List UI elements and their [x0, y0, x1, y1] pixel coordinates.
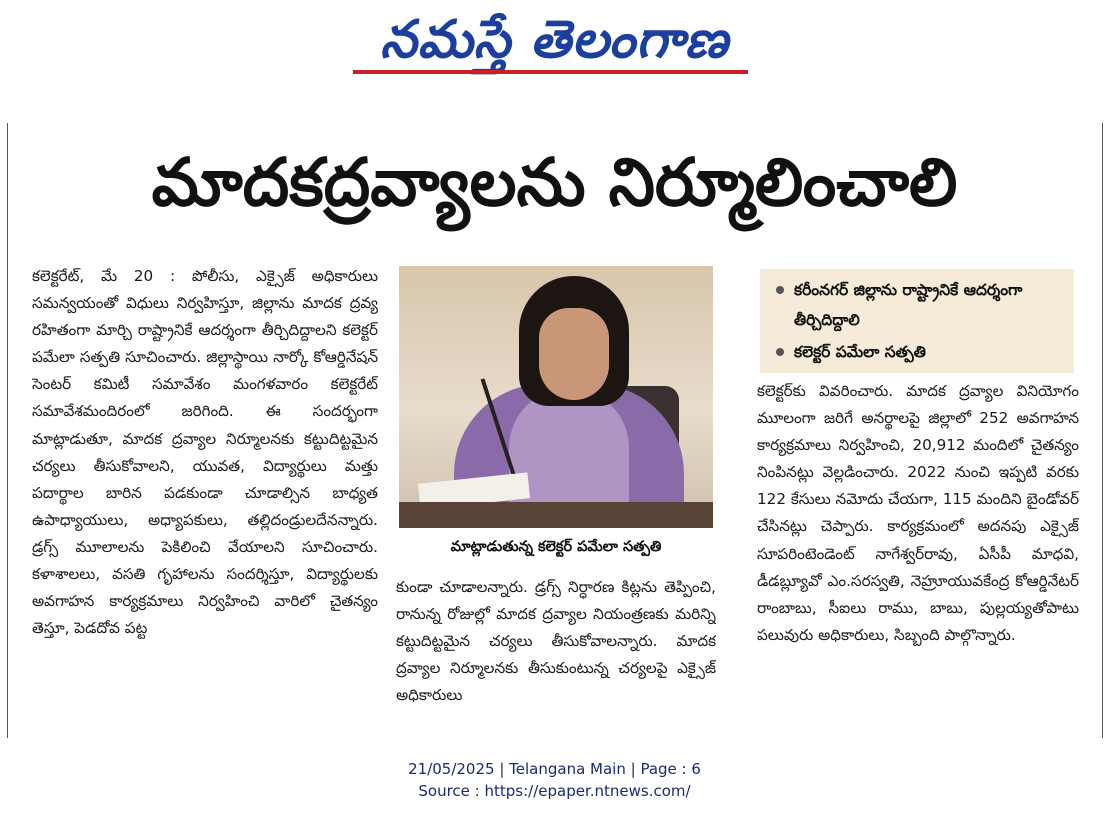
- highlight-text: కలెక్టర్ పమేలా సత్పతి: [794, 343, 926, 361]
- masthead-logo: నమస్తే తెలంగాణ: [380, 9, 729, 70]
- footer-source-link[interactable]: Source : https://epaper.ntnews.com/: [418, 782, 691, 800]
- highlight-text: కరీంనగర్ జిల్లాను రాష్ట్రానికే ఆదర్శంగా తీర్చిదిద్దాలి: [794, 281, 1023, 329]
- highlights-box: [760, 269, 1074, 373]
- bullet-icon: [776, 286, 784, 294]
- highlight-item: [768, 337, 1068, 367]
- article-column-1: కలెక్టరేట్, మే 20 : పోలీసు, ఎక్సైజ్ అధికారులు సమన్వయంతో విధులు నిర్వహిస్తూ, జిల్లాను మాదక ద్రవ్య రహితంగా మార్చి రాష్ట్రానికే ఆదర్శంగా తీర్చిదిద్దాలని కలెక్టర్ పమేలా సత్పతి సూచించారు. జిల్లాస్థాయి నార్కో కోఆర్డినేషన్ సెంటర్ కమిటీ సమావేశం మంగళవారం కలెక్టరేట్ సమావేశమందిరంలో జరిగింది. ఈ సందర్భంగా మాట్లాడుతూ, మాదక ద్రవ్యాల నిర్మూలనకు కట్టుదిట్టమైన చర్యలు తీసుకోవాలని, యువత, విద్యార్థులు మత్తు పదార్థాల బారిన పడకుండా చూడాల్సిన బాధ్యత ఉపాధ్యాయులు, అధ్యాపకులు, తల్లిదండ్రులదేనన్నారు. డ్రగ్స్ మూలాలను పెకిలించి వేయాలని సూచించారు. కళాశాలలు, వసతి గృహాలను సందర్శిస్తూ, విద్యార్థులకు అవగాహన కార్యక్రమాలు నిర్వహించి వారిలో చైతన్యం తెస్తూ, పెడదోవ పట్ట: [32, 267, 378, 638]
- collector-photo: [399, 266, 713, 528]
- masthead: [0, 4, 1109, 80]
- article-column-3: కలెక్టర్‌కు వివరించారు. మాదక ద్రవ్యాల వినియోగం మూలంగా జరిగే అనర్థాలపై జిల్లాలో 252 అవగాహన కార్యక్రమాలు నిర్వహించి, 20,912 మందిలో చైతన్యం నింపినట్లు వెల్లడించారు. 2022 నుంచి ఇప్పటి వరకు 122 కేసులు నమోదు చేయగా, 115 మందిని బైండోవర్ చేసినట్లు చెప్పారు. కార్యక్రమంలో అదనపు ఎక్సైజ్ సూపరింటెండెంట్ నాగేశ్వర్‌రావు, ఏసీపీ మాధవి, డీడబ్ల్యూవో ఎం.సరస్వతి, నెహ్రూయువకేంద్ర కోఆర్డినేటర్ రాంబాబు, సీఐలు రాము, బాబు, పుల్లయ్యతోపాటు పలువురు అధికారులు, సిబ్బంది పాల్గొన్నారు.: [757, 382, 1079, 644]
- photo-person-face: [539, 308, 609, 400]
- photo-desk: [399, 502, 713, 528]
- photo-caption: మాట్లాడుతున్న కలెక్టర్ పమేలా సత్పతి: [450, 539, 662, 555]
- footer-edition-info: 21/05/2025 | Telangana Main | Page : 6: [408, 760, 701, 778]
- masthead-underline: [353, 70, 748, 74]
- bullet-icon: [776, 348, 784, 356]
- article-column-2: కుండా చూడాలన్నారు. డ్రగ్స్ నిర్ధారణ కిట్లను తెప్పించి, రానున్న రోజుల్లో మాదక ద్రవ్యాల నియంత్రణకు మరిన్ని కట్టుదిట్టమైన చర్యలు తీసుకోవాలన్నారు. మాదక ద్రవ్యాల నిర్మూలనకు తీసుకుంటున్న చర్యలపై ఎక్సైజ్ అధికారులు: [396, 578, 716, 705]
- highlight-item: [768, 275, 1068, 335]
- article-headline: మాదకద్రవ్యాలను నిర్మూలించాలి: [151, 144, 958, 221]
